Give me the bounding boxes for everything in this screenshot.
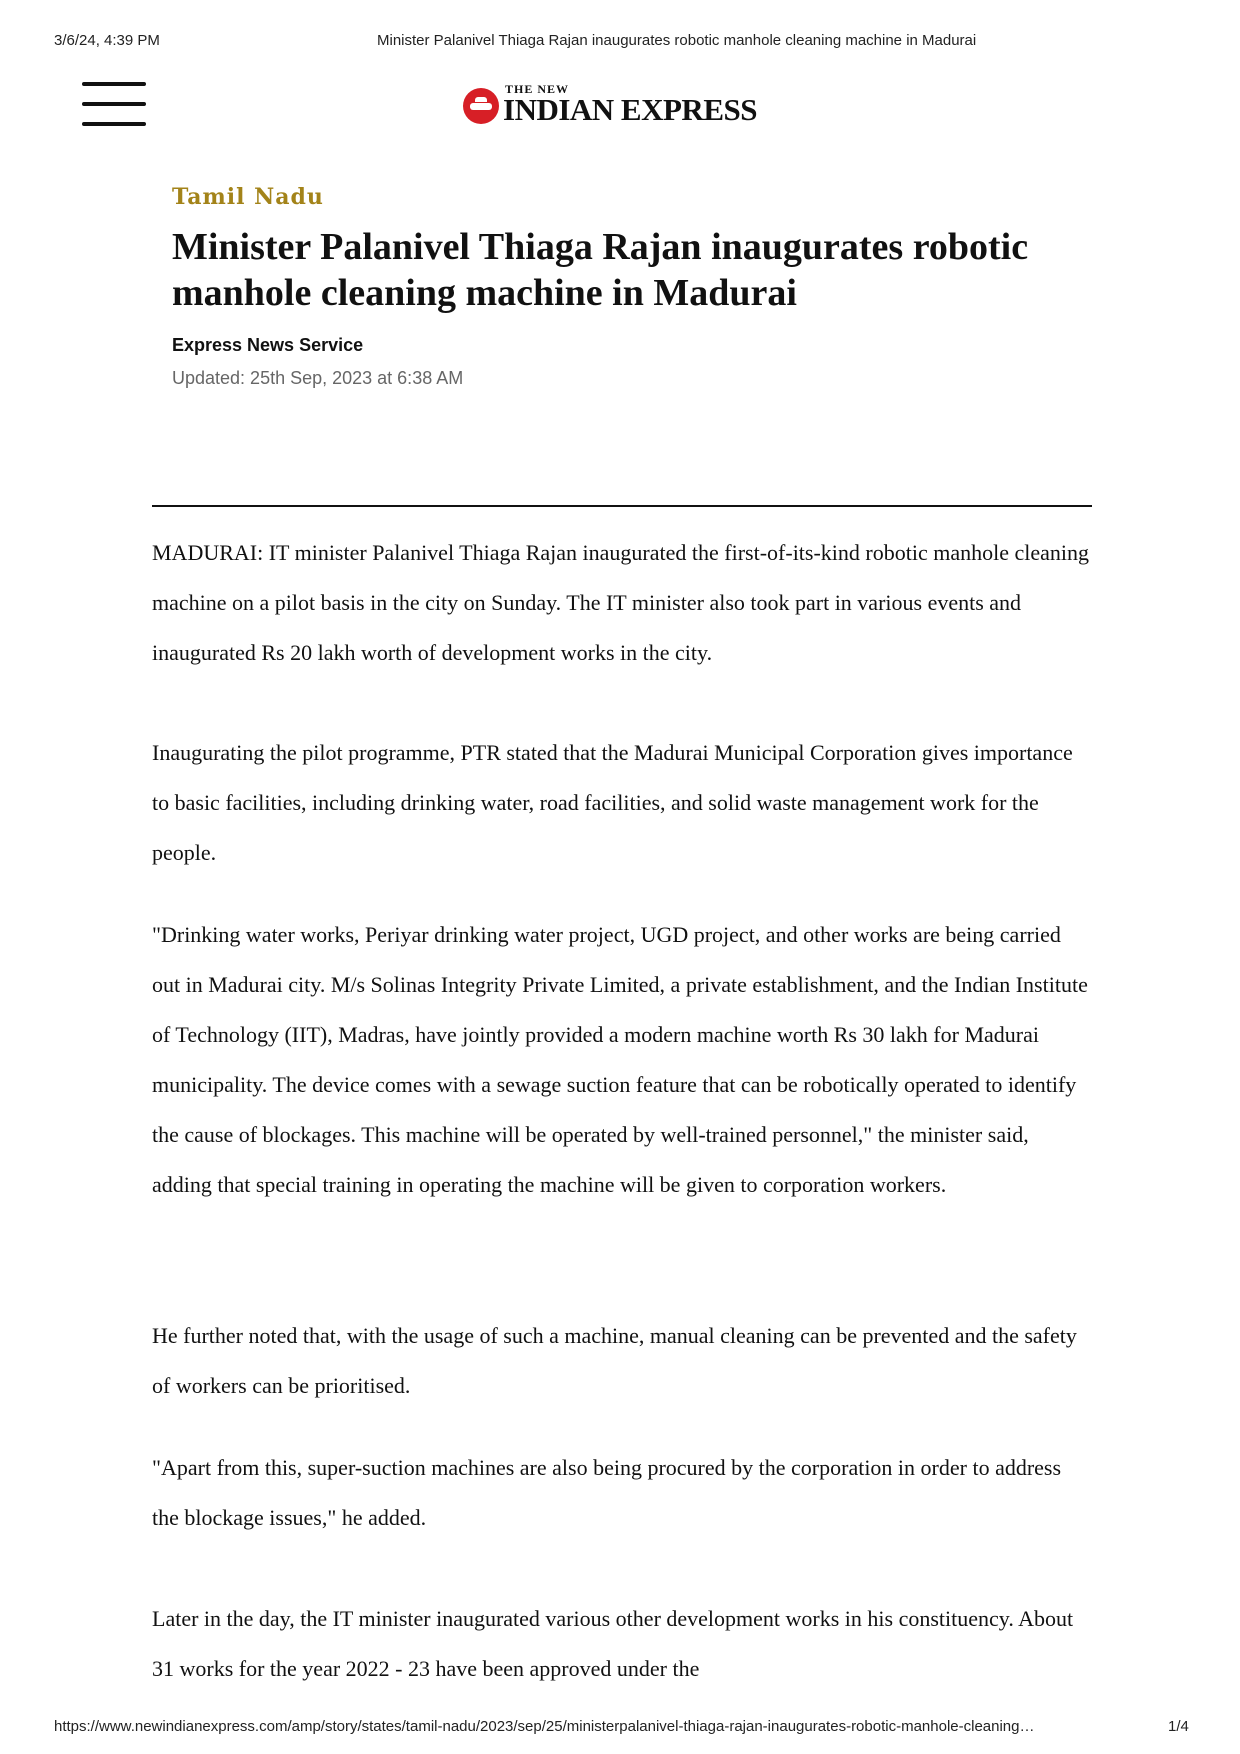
print-page-title: Minister Palanivel Thiaga Rajan inaugurates robotic manhole cleaning machine in Madurai (377, 32, 977, 49)
article-headline: Minister Palanivel Thiaga Rajan inaugurates robotic manhole cleaning machine in Madurai (172, 226, 1029, 314)
article-paragraph: "Apart from this, super-suction machines are also being procured by the corporation in order to address the blockage issues," he added. (152, 1455, 1062, 1530)
logo-emblem-icon (463, 88, 499, 124)
article-updated-timestamp: Updated: 25th Sep, 2023 at 6:38 AM (172, 368, 464, 388)
site-header (0, 78, 1240, 138)
article-paragraph: Inaugurating the pilot programme, PTR stated that the Madurai Municipal Corporation gives importance to basic facilities, including drinking water, road facilities, and solid waste management work for the people. (152, 740, 1073, 865)
print-footer (0, 1716, 1240, 1740)
logo-small-text: THE NEW (505, 82, 570, 96)
section-label[interactable]: Tamil Nadu (172, 184, 324, 210)
article-byline[interactable]: Express News Service (172, 335, 364, 355)
menu-bar (82, 102, 146, 106)
menu-bar (82, 122, 146, 126)
print-date: 3/6/24, 4:39 PM (54, 32, 160, 49)
menu-bar (82, 82, 146, 86)
article-paragraph: "Drinking water works, Periyar drinking water project, UGD project, and other works are being carried out in Madurai city. M/s Solinas Integrity Private Limited, a private establishment, and the Indian Institute of Technology (IIT), Madras, have jointly provided a modern machine worth Rs 30 lakh for Madurai municipality. The device comes with a sewage suction feature that can be robotically operated to identify the cause of blockages. This machine will be operated by well-trained personnel," the minister said, adding that special training in operating the machine will be given to corporation workers. (152, 922, 1088, 1197)
print-page-number: 1/4 (1168, 1718, 1189, 1735)
article-paragraph: Later in the day, the IT minister inaugurated various other development works in his constituency. About 31 works for the year 2022 - 23 have been approved under the (152, 1606, 1074, 1681)
hamburger-menu-icon[interactable] (82, 80, 148, 128)
divider (152, 505, 1092, 507)
print-url: https://www.newindianexpress.com/amp/story/states/tamil-nadu/2023/sep/25/ministerpalanivel-thiaga-rajan-inaugurates-robotic-manhole-cleaning… (54, 1718, 1035, 1735)
article-paragraph: MADURAI: IT minister Palanivel Thiaga Rajan inaugurated the first-of-its-kind robotic manhole cleaning machine on a pilot basis in the city on Sunday. The IT minister also took part in various events and inaugurated Rs 20 lakh worth of development works in the city. (152, 540, 1090, 665)
print-header (0, 30, 1240, 54)
logo-main-text: INDIAN EXPRESS (503, 92, 757, 127)
article-paragraph: He further noted that, with the usage of such a machine, manual cleaning can be prevented and the safety of workers can be prioritised. (152, 1323, 1077, 1398)
site-logo[interactable] (463, 84, 783, 128)
